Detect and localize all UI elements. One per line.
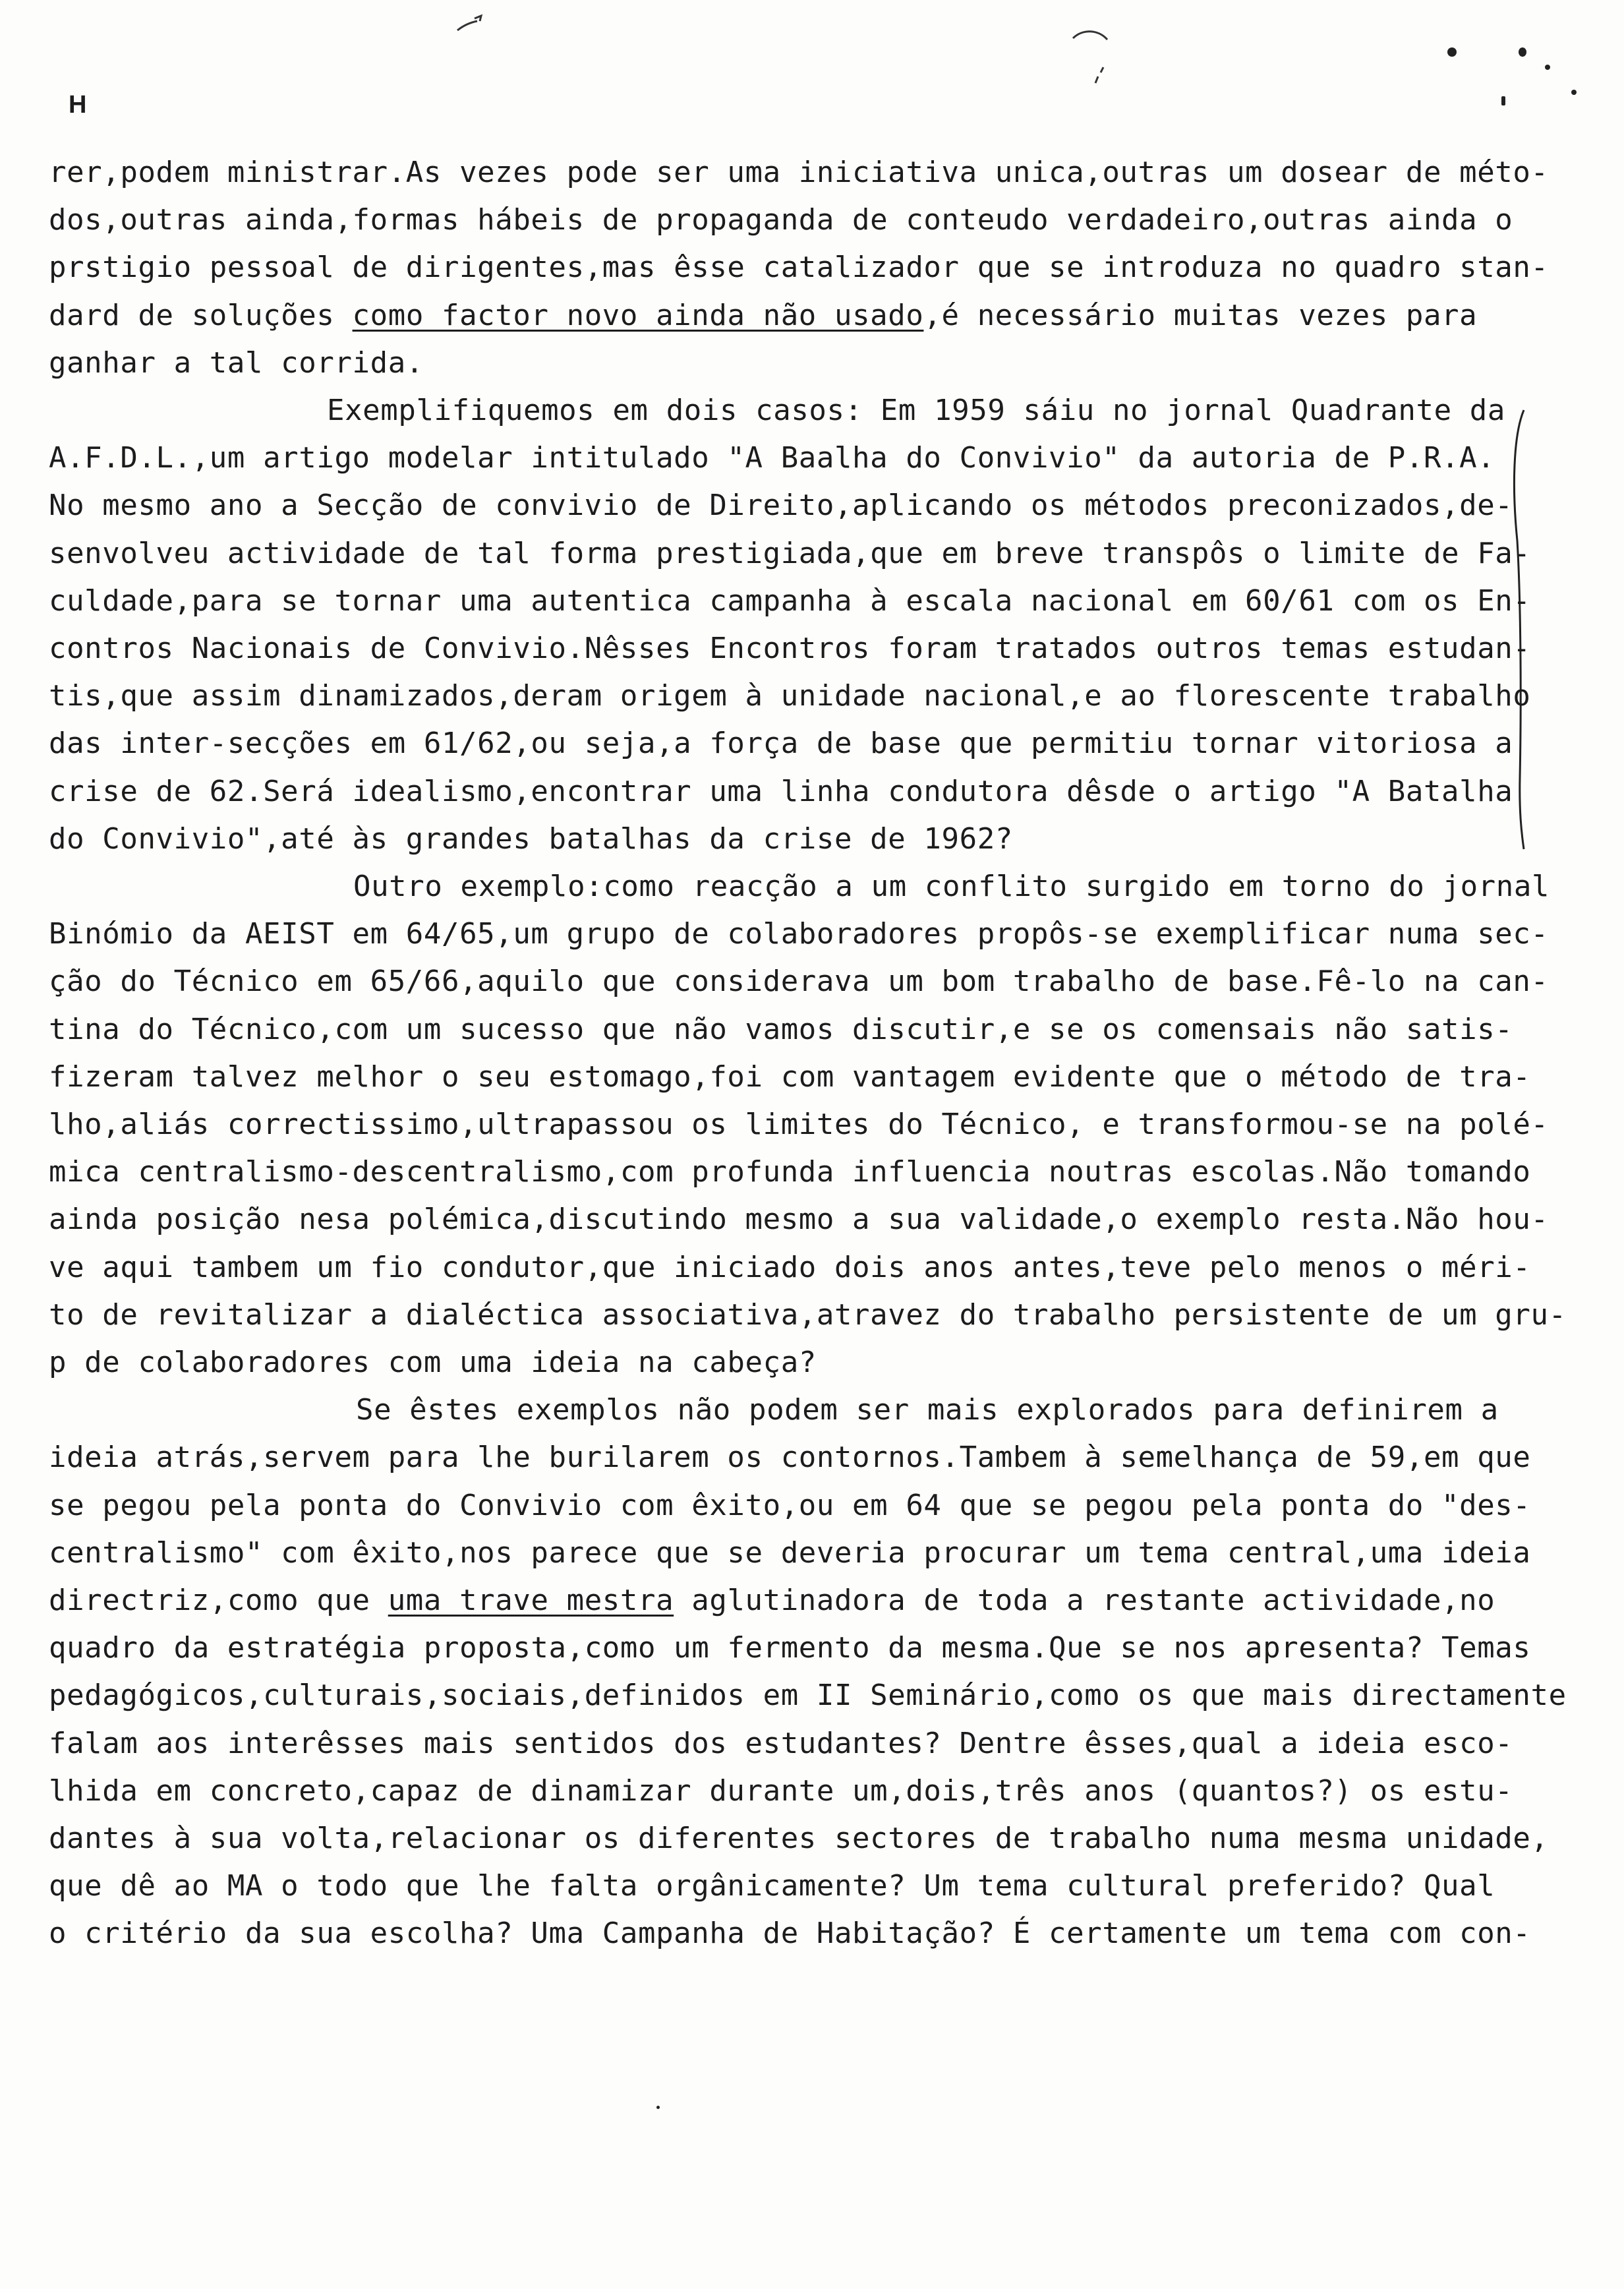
text-run: tis,que assim dinamizados,deram origem à unidade nacional,e ao florescente trabalho [49, 679, 1531, 713]
text-line [49, 917, 1549, 951]
text-run: pedagógicos,culturais,sociais,definidos em II Seminário,como os que mais directamente [49, 1679, 1567, 1712]
text-line [49, 1155, 1538, 1189]
underlined-phrase: como factor novo ainda não usado [352, 299, 924, 332]
text-line [49, 584, 1538, 618]
text-run: dantes à sua volta,relacionar os diferentes sectores de trabalho numa mesma unidade, [49, 1822, 1549, 1855]
text-run: senvolveu actividade de tal forma prestigiada,que em breve transpôs o limite de Fa- [49, 537, 1531, 570]
text-line [49, 1108, 1549, 1141]
text-run: ideia atrás,servem para lhe burilarem os contornos.Tambem à semelhança de 59,em que [49, 1441, 1531, 1474]
text-line [49, 1298, 1567, 1332]
text-line [49, 1631, 1538, 1665]
text-run: das inter-secções em 61/62,ou seja,a força de base que permitiu tornar vitoriosa a [49, 727, 1513, 760]
text-run: ,é necessário muitas vezes para [923, 299, 1478, 332]
text-run: dos,outras ainda,formas hábeis de propaganda de conteudo verdadeiro,outras ainda o [49, 203, 1513, 237]
scan-mark-top-center [1068, 26, 1114, 92]
text-run: dard de soluções [49, 299, 353, 332]
text-line [49, 822, 1538, 856]
text-line [49, 1015, 1538, 1044]
scan-speck [1519, 47, 1526, 57]
text-line [49, 346, 1538, 380]
text-run: o critério da sua escolha? Uma Campanha de Habitação? É certamente um tema com con- [49, 1917, 1531, 1950]
text-line [49, 1919, 1538, 1948]
text-line [49, 1536, 1538, 1570]
text-run: tina do Técnico,com um sucesso que não vamos discutir,e se os comensais não satis- [49, 1013, 1513, 1046]
page-marker: H [69, 91, 87, 119]
text-run: Outro exemplo:como reacção a um conflito surgido em torno do jornal [353, 870, 1550, 903]
text-run: crise de 62.Será idealismo,encontrar uma linha condutora dêsde o artigo "A Batalha [49, 775, 1513, 808]
text-line [49, 679, 1538, 713]
text-run: ção do Técnico em 65/66,aquilo que considerava um bom trabalho de base.Fê-lo na can- [49, 965, 1549, 998]
text-run: do Convivio",até às grandes batalhas da crise de 1962? [49, 822, 1013, 856]
text-run: Binómio da AEIST em 64/65,um grupo de colaboradores propôs-se exemplificar numa sec- [49, 917, 1549, 951]
text-run: directriz,como que [49, 1584, 388, 1617]
text-line [49, 777, 1538, 806]
text-line [356, 1393, 1540, 1427]
scan-speck [1501, 96, 1505, 105]
text-line [49, 634, 1538, 663]
text-run: No mesmo ano a Secção de convivio de Direito,aplicando os métodos preconizados,de- [49, 489, 1513, 522]
text-run: ainda posição nesa polémica,discutindo mesmo a sua validade,o exemplo resta.Não hou- [49, 1203, 1549, 1236]
text-line [49, 1060, 1538, 1094]
text-run: contros Nacionais de Convivio.Nêsses Encontros foram tratados outros temas estudan- [49, 632, 1531, 665]
scan-speck [656, 2106, 660, 2109]
text-run: lhida em concreto,capaz de dinamizar durante um,dois,três anos (quantos?) os estu- [49, 1774, 1513, 1808]
text-line [49, 1253, 1538, 1282]
text-line [353, 870, 1550, 903]
text-run: fizeram talvez melhor o seu estomago,foi com vantagem evidente que o método de tra- [49, 1060, 1531, 1094]
text-run: que dê ao MA o todo que lhe falta orgânicamente? Um tema cultural preferido? Qual [49, 1869, 1495, 1903]
text-run: Exemplifiquemos em dois casos: Em 1959 sáiu no jornal Quadrante da [327, 394, 1505, 427]
text-run: A.F.D.L.,um artigo modelar intitulado "A Baalha do Convivio" da autoria de P.R.A. [49, 441, 1495, 475]
text-run: falam aos interêsses mais sentidos dos estudantes? Dentre êsses,qual a ideia esco- [49, 1727, 1513, 1760]
text-run: quadro da estratégia proposta,como um fermento da mesma.Que se nos apresenta? Temas [49, 1631, 1531, 1665]
text-run: culdade,para se tornar uma autentica campanha à escala nacional em 60/61 com os En- [49, 584, 1531, 618]
text-run: prstigio pessoal de dirigentes,mas êsse catalizador que se introduza no quadro stan- [49, 251, 1549, 284]
text-line [49, 203, 1538, 237]
text-line [49, 301, 1538, 330]
text-run: to de revitalizar a dialéctica associativa,atravez do trabalho persistente de um gru- [49, 1298, 1567, 1332]
text-line [49, 251, 1549, 284]
scan-speck [1571, 90, 1577, 95]
scan-mark-top-left [455, 12, 494, 34]
text-line [49, 1822, 1549, 1855]
text-run: se pegou pela ponta do Convivio com êxito,ou em 64 que se pegou pela ponta do "des- [49, 1489, 1531, 1522]
text-line [49, 1443, 1538, 1472]
text-line [327, 396, 1540, 425]
text-line [49, 729, 1538, 758]
text-line [49, 1491, 1538, 1520]
text-run: p de colaboradores com uma ideia na cabeça? [49, 1346, 817, 1379]
text-run: centralismo" com êxito,nos parece que se deveria procurar um tema central,uma ideia [49, 1536, 1531, 1570]
text-line [49, 965, 1549, 998]
scan-speck [1447, 47, 1457, 57]
text-line [49, 156, 1549, 189]
text-run: Se êstes exemplos não podem ser mais explorados para definirem a [356, 1393, 1499, 1427]
text-run: mica centralismo-descentralismo,com profunda influencia noutras escolas.Não tomando [49, 1155, 1531, 1189]
text-line [49, 1679, 1567, 1712]
text-line [49, 1203, 1549, 1236]
text-line [49, 491, 1538, 520]
text-line [49, 1348, 1538, 1377]
text-line [49, 1729, 1538, 1758]
text-line [49, 1774, 1538, 1808]
text-run: lho,aliás correctissimo,ultrapassou os limites do Técnico, e transformou-se na polé- [49, 1108, 1549, 1141]
text-run: ganhar a tal corrida. [49, 346, 424, 380]
text-run: aglutinadora de toda a restante actividade,no [674, 1584, 1495, 1617]
text-run: rer,podem ministrar.As vezes pode ser uma iniciativa unica,outras um dosear de méto- [49, 156, 1549, 189]
text-line [49, 441, 1538, 475]
text-line [49, 1869, 1538, 1903]
underlined-phrase: uma trave mestra [388, 1584, 674, 1617]
text-run: ve aqui tambem um fio condutor,que iniciado dois anos antes,teve pelo menos o méri- [49, 1251, 1531, 1284]
text-line [49, 539, 1538, 568]
scan-speck [1545, 65, 1550, 70]
text-line [49, 1586, 1538, 1615]
